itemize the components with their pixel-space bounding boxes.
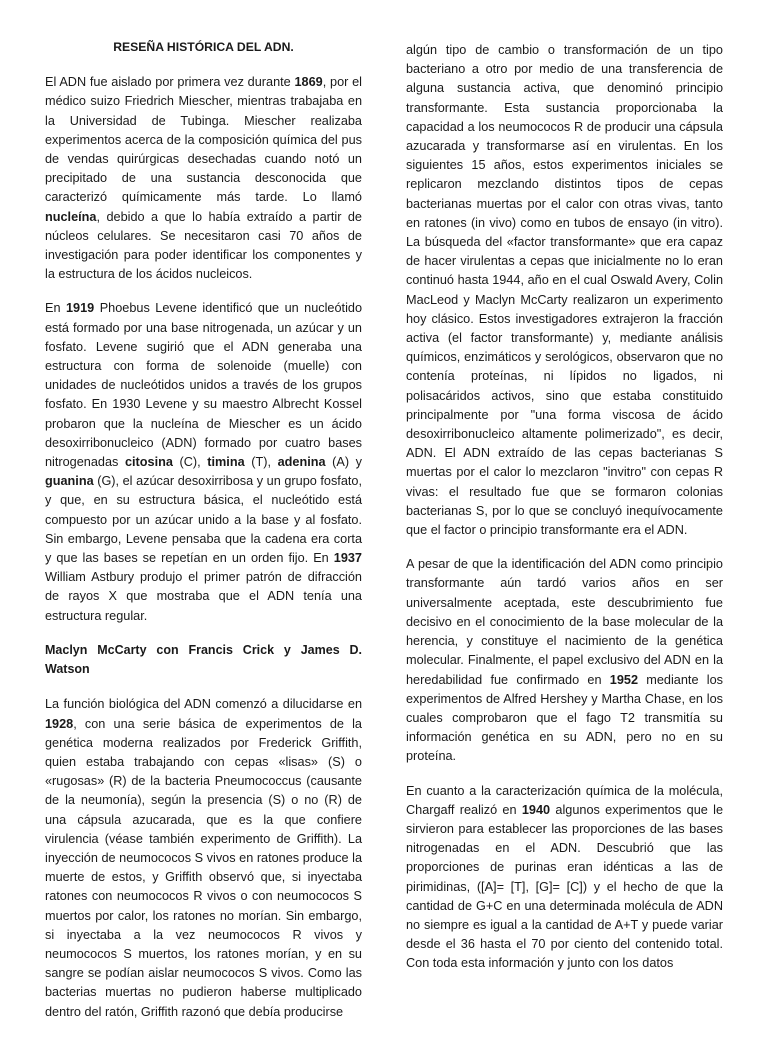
text-run: En cuanto a la caracterización química de la molécula, Chargaff realizó en xyxy=(406,783,723,817)
left-column xyxy=(45,38,362,1037)
document-title: RESEÑA HISTÓRICA DEL ADN. xyxy=(113,40,294,54)
text-run: mediante los experimentos de Alfred Hershey y Martha Chase, en los cuales comprobaron que el fago T2 transmitía su información genética en su ADN, pero no en su proteína. xyxy=(406,672,723,764)
bold-year: 1928 xyxy=(45,716,74,731)
bold-year: 1869 xyxy=(294,75,323,90)
paragraph-levene xyxy=(45,299,362,625)
text-run: , por el médico suizo Friedrich Miescher, mientras trabajaba en la Universidad de Tubinga. Miescher realizaba experimentos acerca de la composición química del pus de vendas quirúrgicas desechadas cuando notó un precipitado de una sustancia desconocida que caracterizó químicamente más tarde. Lo llamó xyxy=(45,75,362,205)
paragraph-avery xyxy=(406,41,723,540)
text-run: En xyxy=(45,301,66,316)
text-run: algún tipo de cambio o transformación de un tipo bacteriano a otro por medio de una transferencia de alguna sustancia activa, que denominó principio transformante. Esta sustancia proporcionaba la capacidad a los neumococos R de producir una cápsula azucarada y transformarse así en virulentas. En los siguientes 15 años, estos experimentos iniciales se replicaron mezclando distintos tipos de cepas bacterianas muertas por el calor con otras vivas, tanto en ratones (in vivo) como en tubos de ensayo (in vitro). La búsqueda del «factor transformante» que era capaz de hacer virulentas a cepas que inicialmente no lo eran continuó hasta 1944, año en el cual Oswald Avery, Colin MacLeod y Maclyn McCarty realizaron un experimento hoy clásico. Estos investigadores extrajeron la fracción activa (el factor transformante) y, mediante análisis químicos, enzimáticos y serológicos, observaron que no contenía proteínas, ni lípidos no ligados, ni polisacáridos activos, sino que estaba constituido principalmente por "una forma viscosa de ácido desoxirribonucleico altamente polimerizado", es decir, ADN. El ADN extraído de las cepas bacterianas S muertas por el calor lo mezclaron "invitro" con cepas R vivas: el resultado fue que se formaron colonias bacterianas S, por lo que se concluyó inequívocamente que el factor o principio transformante era el ADN. xyxy=(406,43,723,538)
text-run: La función biológica del ADN comenzó a dilucidarse en xyxy=(45,697,362,712)
bold-year: 1940 xyxy=(521,802,551,817)
text-run: , debido a que lo había extraído a partir de núcleos celulares. Se necesitaron casi 70 años de investigación para poder identificar los componentes y la estructura de los ácidos nucleicos. xyxy=(45,209,362,282)
section-subheading: Maclyn McCarty con Francis Crick y James D. Watson xyxy=(45,642,362,677)
paragraph-chargaff xyxy=(406,782,723,974)
bold-year: 1952 xyxy=(609,672,639,687)
text-run: algunos experimentos que le sirvieron para establecer las proporciones de las bases nitrogenadas en el ADN. Descubrió que las proporciones de purinas eran idénticas a las de pirimidinas, ([A]= [T], [G]= [C]) y el hecho de que la cantidad de G+C en una determinada molécula de ADN no siempre es igual a la cantidad de A+T y puede variar desde el 36 hasta el 70 por ciento del contenido total. Con toda esta información y junto con los datos xyxy=(406,802,723,971)
text-run: (T), xyxy=(244,455,278,470)
right-column xyxy=(406,41,723,989)
bold-term: citosina xyxy=(124,455,173,470)
text-run: William Astbury produjo el primer patrón de difracción de rayos X que mostraba que el ADN tenía una estructura regular. xyxy=(45,570,362,623)
text-run: (G), el azúcar desoxirribosa y un grupo fosfato, y que, en su estructura básica, el nucleótido está compuesto por un azúcar unido a la base y al fosfato. Sin embargo, Levene pensaba que la cadena era corta y que las bases se repetían en un orden fijo. En xyxy=(45,474,362,566)
bold-term: guanina xyxy=(45,474,94,489)
text-run: A pesar de que la identificación del ADN como principio transformante aún tardó varios años en ser universalmente aceptada, este descubrimiento fue decisivo en el conocimiento de la base molecular de la herencia, y constituye el nacimiento de la genética molecular. Finalmente, el papel exclusivo del ADN en la heredabilidad fue confirmado en xyxy=(406,557,723,687)
paragraph-hershey-chase xyxy=(406,555,723,766)
bold-year: 1919 xyxy=(66,301,95,316)
text-run: (A) y xyxy=(325,455,362,470)
paragraph-miescher xyxy=(45,73,362,284)
bold-year: 1937 xyxy=(333,551,362,566)
bold-term: timina xyxy=(207,455,245,470)
text-run: (C), xyxy=(172,455,208,470)
bold-term: adenina xyxy=(277,455,326,470)
text-run: El ADN fue aislado por primera vez durante xyxy=(45,75,295,90)
text-run: , con una serie básica de experimentos de la genética moderna realizados por Frederick Griffith, quien estaba trabajando con cepas «lisas» (S) o «rugosas» (R) de la bacteria Pneumococcus (causante de la neumonía), según la presencia (S) o no (R) de una cápsula azucarada, que es la que confiere virulencia (véase también experimento de Griffith). La inyección de neumococos S vivos en ratones produce la muerte de estos, y Griffith observó que, si inyectaba ratones con neumococos R vivos o con neumococos S muertos por calor, los ratones no morían. Sin embargo, si inyectaba a la vez neumococos R vivos y neumococos S muertos, los ratones morían, y en su sangre se podían aislar neumococos S vivos. Como las bacterias muertas no pudieron haberse multiplicado dentro del ratón, Griffith razonó que debía producirse xyxy=(45,716,362,1019)
text-run: Phoebus Levene identificó que un nucleótido está formado por una base nitrogenada, un azúcar y un fosfato. Levene sugirió que el ADN generaba una estructura con forma de solenoide (muelle) con unidades de nucleótidos unidos a través de los grupos fosfato. En 1930 Levene y su maestro Albrecht Kossel probaron que la nucleína de Miescher es un ácido desoxirribonucleico (ADN) formado por cuatro bases nitrogenadas xyxy=(45,301,363,470)
bold-term: nucleína xyxy=(45,209,97,224)
paragraph-griffith xyxy=(45,695,362,1021)
